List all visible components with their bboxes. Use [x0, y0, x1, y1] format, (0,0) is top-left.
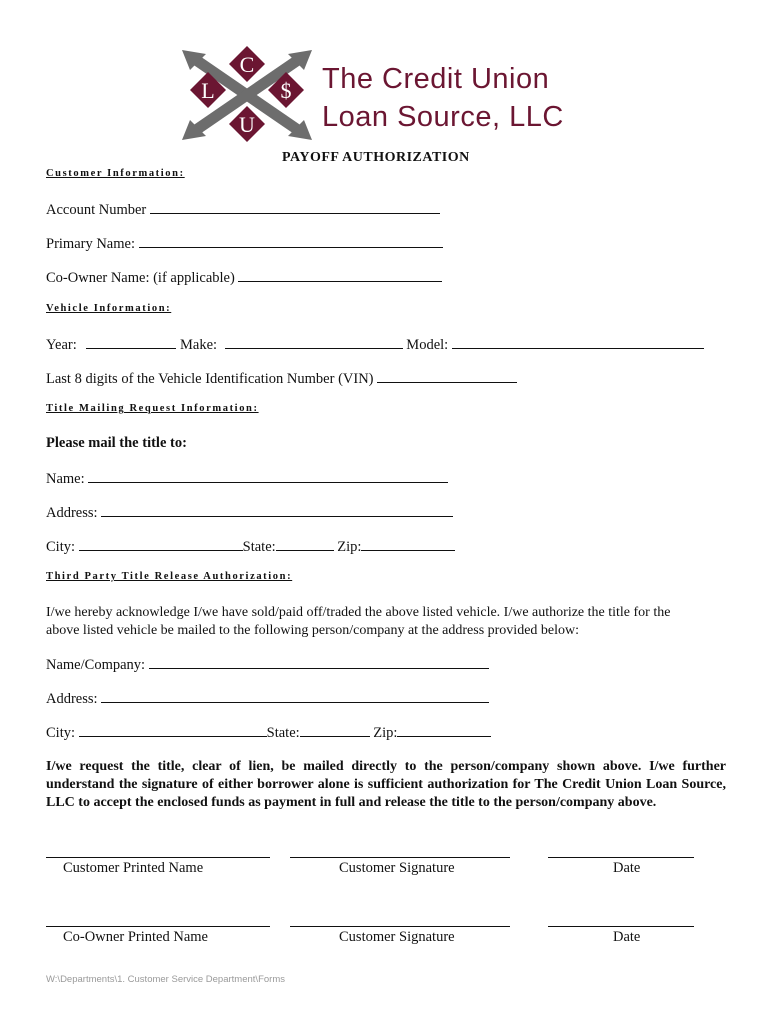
request-statement: I/we request the title, clear of lien, be mailed directly to the person/company shown above. I/we further understand the signature of either borrower alone is sufficient authorization for The Credit Union Loan Source, LLC to accept the enclosed funds as payment in full and release the title to the person/company above. [46, 759, 726, 810]
acknowledgement-paragraph [46, 604, 726, 640]
mail-name-row [46, 469, 448, 488]
make-field[interactable] [225, 335, 403, 349]
primary-name-row [46, 234, 443, 253]
company-logo [176, 44, 318, 144]
vin-field[interactable] [377, 369, 517, 383]
footer-file-path: W:\Departments\1. Customer Service Department\Forms [46, 974, 285, 985]
account-number-row [46, 200, 440, 219]
name-company-label: Name/Company: [46, 657, 146, 673]
primary-name-label: Primary Name: [46, 236, 135, 252]
third-party-address-label: Address: [46, 691, 98, 707]
logo-letter-bottom: U [239, 112, 255, 137]
customer-signature-line[interactable] [290, 857, 510, 858]
logo-letter-right: $ [280, 78, 292, 103]
co-owner-printed-name-line[interactable] [46, 926, 270, 927]
model-label: Model: [406, 337, 449, 353]
third-party-address-field[interactable] [101, 689, 489, 703]
make-label: Make: [180, 337, 218, 353]
date-label: Date [613, 860, 641, 876]
logo-letter-left: L [201, 78, 215, 103]
co-owner-printed-name-label: Co-Owner Printed Name [63, 929, 208, 945]
form-title: PAYOFF AUTHORIZATION [282, 150, 470, 165]
third-party-zip-field[interactable] [397, 723, 491, 737]
mail-city-label: City: [46, 539, 76, 555]
company-name-line2: Loan Source, LLC [322, 101, 564, 133]
third-party-address-row [46, 689, 489, 708]
section-customer-information: Customer Information: [46, 168, 185, 179]
third-party-state-field[interactable] [300, 723, 370, 737]
mail-state-field[interactable] [276, 537, 334, 551]
account-number-label: Account Number [46, 202, 147, 218]
section-vehicle-information: Vehicle Information: [46, 303, 172, 314]
mail-state-label: State: [242, 539, 276, 555]
third-party-city-row [46, 723, 491, 742]
company-name-line1: The Credit Union [322, 63, 550, 95]
mail-name-label: Name: [46, 471, 85, 487]
name-company-field[interactable] [149, 655, 489, 669]
vin-row [46, 369, 517, 388]
customer-signature-label: Customer Signature [339, 860, 455, 876]
printed-name-label: Customer Printed Name [63, 860, 204, 876]
logo-emblem-icon [176, 44, 318, 144]
third-party-zip-label: Zip: [373, 725, 398, 741]
logo-letter-top: C [239, 52, 255, 77]
section-third-party: Third Party Title Release Authorization: [46, 571, 293, 582]
year-field[interactable] [86, 335, 176, 349]
mail-city-row [46, 537, 455, 556]
mail-title-heading: Please mail the title to: [46, 435, 187, 451]
mail-zip-label: Zip: [337, 539, 362, 555]
section-title-mailing: Title Mailing Request Information: [46, 403, 259, 414]
printed-name-line[interactable] [46, 857, 270, 858]
year-label: Year: [46, 337, 77, 353]
third-party-city-label: City: [46, 725, 76, 741]
co-owner-date-label: Date [613, 929, 641, 945]
third-party-name-row [46, 655, 489, 674]
mail-address-row [46, 503, 453, 522]
mail-zip-field[interactable] [361, 537, 455, 551]
mail-city-field[interactable] [79, 537, 243, 551]
mail-address-field[interactable] [101, 503, 453, 517]
date-line[interactable] [548, 857, 694, 858]
co-owner-name-row [46, 268, 442, 287]
co-owner-name-field[interactable] [238, 268, 442, 282]
account-number-field[interactable] [150, 200, 440, 214]
co-owner-signature-line[interactable] [290, 926, 510, 927]
co-owner-signature-label: Customer Signature [339, 929, 455, 945]
mail-address-label: Address: [46, 505, 98, 521]
mail-name-field[interactable] [88, 469, 448, 483]
vehicle-row [46, 335, 704, 354]
co-owner-name-label: Co-Owner Name: (if applicable) [46, 270, 235, 286]
vin-label: Last 8 digits of the Vehicle Identification Number (VIN) [46, 371, 374, 387]
third-party-state-label: State: [266, 725, 300, 741]
acknowledgement-line2: above listed vehicle be mailed to the following person/company at the address provided below: [46, 623, 580, 638]
primary-name-field[interactable] [139, 234, 443, 248]
model-field[interactable] [452, 335, 704, 349]
third-party-city-field[interactable] [79, 723, 267, 737]
acknowledgement-line1: I/we hereby acknowledge I/we have sold/paid off/traded the above listed vehicle. I/we authorize the title for the [46, 605, 671, 620]
co-owner-date-line[interactable] [548, 926, 694, 927]
